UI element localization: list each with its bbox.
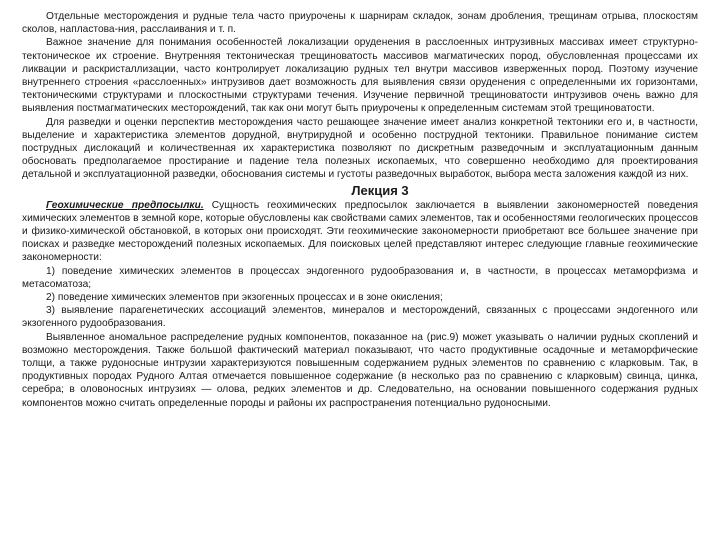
paragraph-intrusive-structure: Важное значение для понимания особенностей локализации оруденения в расслоенных интрузивных массивах имеет структурно-тектоническое их строение. Внутренняя тектоническая трещиноватость массивов магматических пород, обусловленная процессами их ликвации и раскристаллизации, часто контролирует локализацию рудных тел внутри массивов изверженных пород. Поэтому изучение внутреннего строения «расслоенных» интрузивов дает возможность для выявления связи оруденения с определенными их горизонтами, тектоническими структурами и плоскостными структурами течения. Изучение первичной трещиноватости интрузивов очень важно для выявления постмагматических месторождений, так как они могут быть приурочены к определенным системам этой трещиноватости. [22,37,698,115]
list-item: 1) поведение химических элементов в процессах эндогенного рудообразования и, в частности, в процессах метаморфизма и метасоматоза; [22,265,698,290]
lead-paragraph-text: Сущность геохимических предпосылок заключается в выявлении закономерностей поведения химических элементов в земной коре, которые обусловлены как свойствами самих элементов, так и особенностями геологических процессов и физико-химической обстановкой, в которых они происходят. Эти геохимические закономерности приобретают все большее значение при поисках и разведке месторождений полезных ископаемых. Для поисковых целей представляют интерес следующие главные геохимические закономерности: [22,199,698,264]
list-item: 3) выявление парагенетических ассоциаций элементов, минералов и месторождений, связанных с процессами эндогенного или экзогенного рудообразования. [22,305,698,330]
list-item: 2) поведение химических элементов при экзогенных процессах и в зоне окисления; [46,292,443,304]
paragraph-ore-localization: Отдельные месторождения и рудные тела часто приурочены к шарнирам складок, зонам дробления, трещинам отрыва, плоскостям сколов, напластова-ния, расслаивания и т. п. [22,11,698,36]
lecture-heading: Лекция 3 [351,182,409,198]
lead-term: Геохимические предпосылки. [46,199,204,211]
paragraph-geochemical-premises [22,199,698,265]
paragraph-tectonics-analysis: Для разведки и оценки перспектив месторождения часто решающее значение имеет анализ конкретной тектоники его и, в частности, выделение и характеристика элементов дорудной, внутрирудной и особенно пострудной тектоники. Правильное понимание систем пострудных дислокаций и количественная их характеристика позволяют по дискретным разведочным и эксплуатационным данным обосновать предполагаемое простирание и падение тела полезных ископаемых, что совершенно необходимо для проектирования детальной и эксплуатационной разведки, обоснования системы и густоты разведочных выработок, выбора места заложения каждой из них. [22,116,698,181]
paragraph-anomalous-distribution: Выявленное аномальное распределение рудных компонентов, показанное на (рис.9) может указывать о наличии рудных скоплений и возможно месторождения. Также большой фактический материал показывают, что часто продуктивные осадочные и метаморфические толщи, а также рудоносные интрузии характеризуются повышенным содержанием рудных элементов по сравнению с кларковым. Так, в продуктивных породах Рудного Алтая отмечается повышенное содержание (в несколько раз по сравнению с кларковым) свинца, цинка, серебра; в оловоносных интрузиях — олова, редких элементов и др. Следовательно, на основании повышенного содержания рудных компонентов можно считать определенные породы и районы их распространения потенциально рудоносными. [22,331,698,409]
